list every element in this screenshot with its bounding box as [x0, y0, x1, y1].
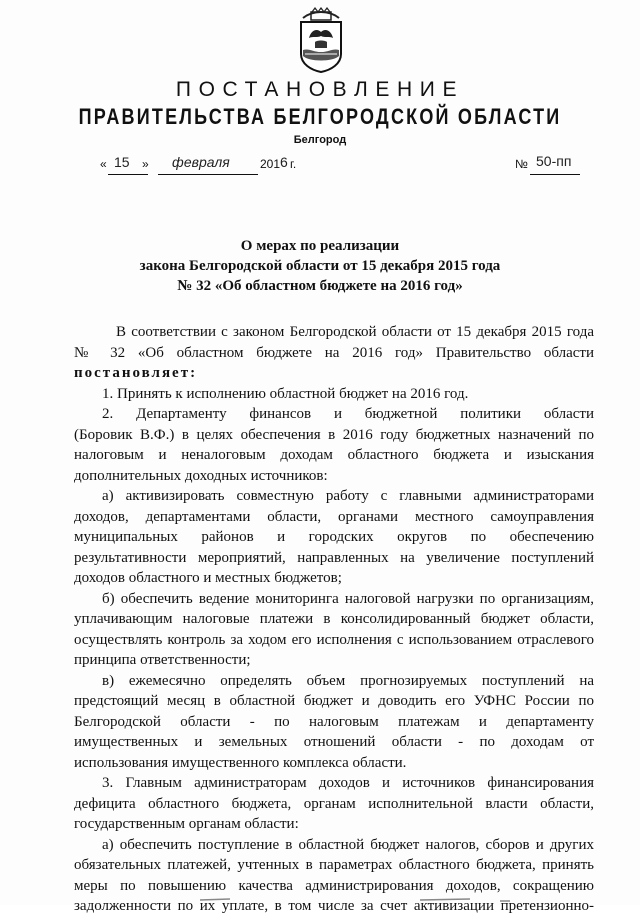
body-line: (Боровик В.Ф.) в целях обеспечения в 2016 году бюджетных назначений по [74, 426, 594, 443]
month-underline [158, 174, 258, 175]
body-line: результативности мероприятий, направленных на увеличение поступлений [74, 549, 594, 566]
body-line: 2. Департаменту финансов и бюджетной политики области [102, 406, 594, 422]
heading-line-1: О мерах по реализации [240, 238, 400, 254]
body-line: Белгородской области - по налоговым платежам и департаменту [74, 713, 594, 730]
date-month: февраля [172, 154, 230, 170]
date-year-suffix: г. [290, 157, 297, 171]
body-line: а) обеспечить поступление в областной бюджет налогов, сборов и других [102, 836, 594, 853]
heading-line-3: № 32 «Об областном бюджете на 2016 год» [177, 278, 463, 294]
body-line: осуществлять контроль за ходом его исполнения с использованием отраслевого [74, 631, 594, 648]
body-line: принципа ответственности; [74, 652, 251, 668]
date-year-prefix: 201 [260, 157, 281, 171]
body-line-decree-verb: постановляет: [74, 365, 198, 381]
body-line: доходов областного и местных бюджетов; [74, 570, 342, 586]
date-year-digit: 6 [280, 154, 288, 170]
number-label: № [515, 157, 528, 171]
body-line: задолженности по их уплате, в том числе за счет активизации претензионно- [74, 898, 594, 914]
number-value: 50-пп [536, 153, 572, 169]
body-line: государственным органам области: [74, 816, 299, 832]
date-close-quote: » [142, 157, 149, 171]
day-underline [108, 174, 148, 175]
date-open-quote: « [100, 157, 107, 171]
body-line: доходов, департаментами области, органами местного самоуправления [74, 508, 594, 525]
body-line: 3. Главным администраторам доходов и источников финансирования [102, 775, 594, 791]
body-line: обязательных платежей, учтенных в параметрах областного бюджета, принять [74, 857, 594, 873]
document-heading [0, 236, 640, 296]
body-line: использования имущественного комплекса области. [74, 754, 407, 771]
body-line: В соответствии с законом Белгородской области от 15 декабря 2015 года [116, 324, 594, 340]
body-line: в) ежемесячно определять объем прогнозируемых поступлений на [102, 672, 594, 689]
body-line: дополнительных доходных источников: [74, 467, 328, 484]
body-line: предстоящий месяц в областной бюджет и доводить его УФНС России по [74, 693, 594, 709]
document-type-title: ПОСТАНОВЛЕНИЕ [175, 78, 465, 101]
body-line: уплачивающим налоговые платежи в консолидированный бюджет области, [74, 611, 594, 627]
document-body [74, 322, 594, 917]
body-line: 1. Принять к исполнению областной бюджет на 2016 год. [102, 385, 469, 402]
body-line: а) активизировать совместную работу с главными администраторами [102, 488, 594, 504]
body-line: имущественных и земельных отношений области - по доходам от [74, 734, 594, 750]
body-line: дефицита областного бюджета, органам исполнительной власти области, [74, 795, 594, 812]
body-line: муниципальных районов и городских округов по обеспечению [74, 529, 594, 545]
body-line: № 32 «Об областном бюджете на 2016 год» Правительство области [74, 344, 594, 361]
belgorod-coat-of-arms-icon [297, 8, 345, 74]
scan-edge-artifacts [0, 892, 640, 905]
body-line: б) обеспечить ведение мониторинга налоговой нагрузки по организациям, [102, 590, 594, 607]
date-day: 15 [114, 154, 130, 170]
body-line: меры по повышению качества администрирования доходов, сокращению [74, 877, 594, 894]
number-underline [530, 174, 580, 175]
body-line: налоговым и неналоговым доходам областного бюджета и изыскания [74, 447, 594, 463]
city-name: Белгород [293, 134, 347, 146]
issuing-organization: ПРАВИТЕЛЬСТВА БЕЛГОРОДСКОЙ ОБЛАСТИ [78, 104, 562, 129]
heading-line-2: закона Белгородской области от 15 декабря 2015 года [139, 258, 501, 274]
